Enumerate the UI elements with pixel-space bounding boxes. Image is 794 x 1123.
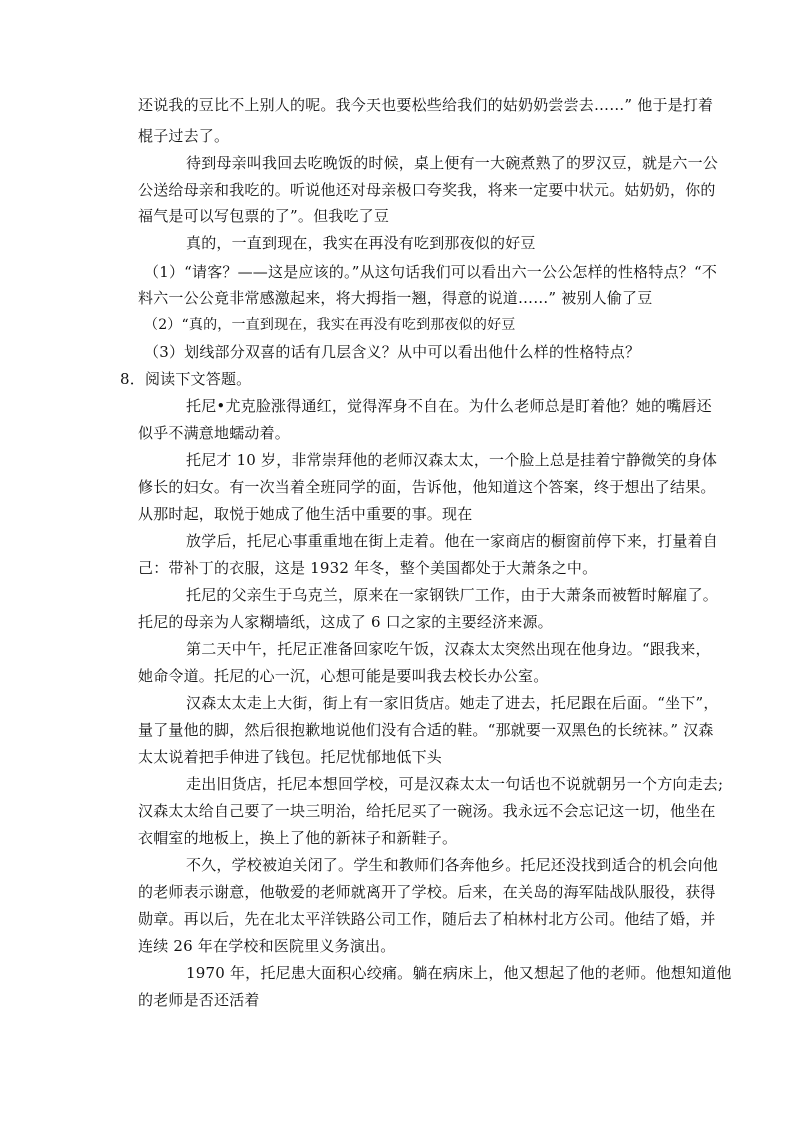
paragraph-line: 衣帽室的地板上，换上了他的新袜子和新鞋子。	[138, 829, 458, 847]
paragraph-line: 1970 年，托尼患大面积心绞痛。躺在病床上，他又想起了他的老师。他想知道他	[186, 964, 732, 982]
question-heading: 8．阅读下文答题。	[120, 370, 252, 388]
paragraph-line: 的老师是否还活着	[138, 991, 260, 1009]
paragraph-line: 勋章。再以后，先在北太平洋铁路公司工作，随后去了柏林村北方公司。他结了婚，并	[138, 910, 716, 928]
paragraph-line: 托尼•尤克脸涨得通红，觉得浑身不自在。为什么老师总是盯着他？她的嘴唇还	[186, 397, 712, 415]
question-line: （2）“真的，一直到现在，我实在再没有吃到那夜似的好豆	[144, 317, 516, 333]
paragraph-line: 不久，学校被迫关闭了。学生和教师们各奔他乡。托尼还没找到适合的机会向他	[186, 856, 719, 874]
paragraph-line: 待到母亲叫我回去吃晚饭的时候，桌上便有一大碗煮熟了的罗汉豆，就是六一公	[186, 154, 719, 172]
paragraph-line: 真的，一直到现在，我实在再没有吃到那夜似的好豆	[186, 234, 536, 252]
paragraph-line: 似乎不满意地蠕动着。	[138, 424, 291, 442]
paragraph-line: 托尼的母亲为人家糊墙纸，这成了 6 口之家的主要经济来源。	[138, 613, 553, 631]
question-line: （1）“请客？——这是应该的。”从这句话我们可以看出六一公公怎样的性格特点？“不	[144, 263, 718, 281]
paragraph-line: 放学后，托尼心事重重地在街上走着。他在一家商店的橱窗前停下来，打量着自	[186, 532, 719, 550]
paragraph-line: 棍子过去了。	[138, 127, 230, 145]
paragraph-line: 她命令道。托尼的心一沉，心想可能是要叫我去校长办公室。	[138, 667, 549, 685]
paragraph-line: 量了量他的脚，然后很抱歉地说他们没有合适的鞋。“那就要一双黑色的长统袜。” 汉森	[138, 721, 714, 739]
paragraph-line: 汉森太太走上大街，街上有一家旧货店。她走了进去，托尼跟在后面。“坐下”，	[186, 694, 719, 712]
paragraph-line: 第二天中午，托尼正准备回家吃午饭，汉森太太突然出现在他身边。“跟我来，	[186, 640, 711, 658]
paragraph-line: 汉森太太给自己要了一块三明治，给托尼买了一碗汤。我永远不会忘记这一切，他坐在	[138, 802, 716, 820]
question-line: （3）划线部分双喜的话有几层含义？从中可以看出他什么样的性格特点？	[144, 343, 641, 361]
paragraph-line: 太太说着把手伸进了钱包。托尼忧郁地低下头	[138, 748, 443, 766]
paragraph-line: 连续 26 年在学校和医院里义务演出。	[138, 937, 396, 955]
paragraph-line: 的老师表示谢意，他敬爱的老师就离开了学校。后来，在关岛的海军陆战队服役，获得	[138, 883, 716, 901]
paragraph-line: 还说我的豆比不上别人的呢。我今天也要松些给我们的姑奶奶尝尝去……” 他于是打着	[138, 96, 714, 114]
paragraph-line: 福气是可以写包票的了”。但我吃了豆	[138, 207, 390, 225]
paragraph-line: 走出旧货店，托尼本想回学校，可是汉森太太一句话也不说就朝另一个方向走去;	[186, 775, 724, 793]
paragraph-line: 公送给母亲和我吃的。听说他还对母亲极口夸奖我，将来一定要中状元。姑奶奶，你的	[138, 181, 716, 199]
paragraph-line: 托尼才 10 岁，非常崇拜他的老师汉森太太，一个脸上总是挂着宁静微笑的身体	[186, 451, 718, 469]
paragraph-line: 从那时起，取悦于她成了他生活中重要的事。现在	[138, 505, 473, 523]
paragraph-line: 己：带补丁的衣服，这是 1932 年冬，整个美国都处于大萧条之中。	[138, 559, 598, 577]
question-line: 料六一公公竟非常感激起来，将大拇指一翘，得意的说道……” 被别人偷了豆	[138, 289, 653, 307]
paragraph-line: 托尼的父亲生于乌克兰，原来在一家钢铁厂工作，由于大萧条而被暂时解雇了。	[186, 586, 719, 604]
paragraph-line: 修长的妇女。有一次当着全班同学的面，告诉他，他知道这个答案，终于想出了结果。	[138, 478, 716, 496]
